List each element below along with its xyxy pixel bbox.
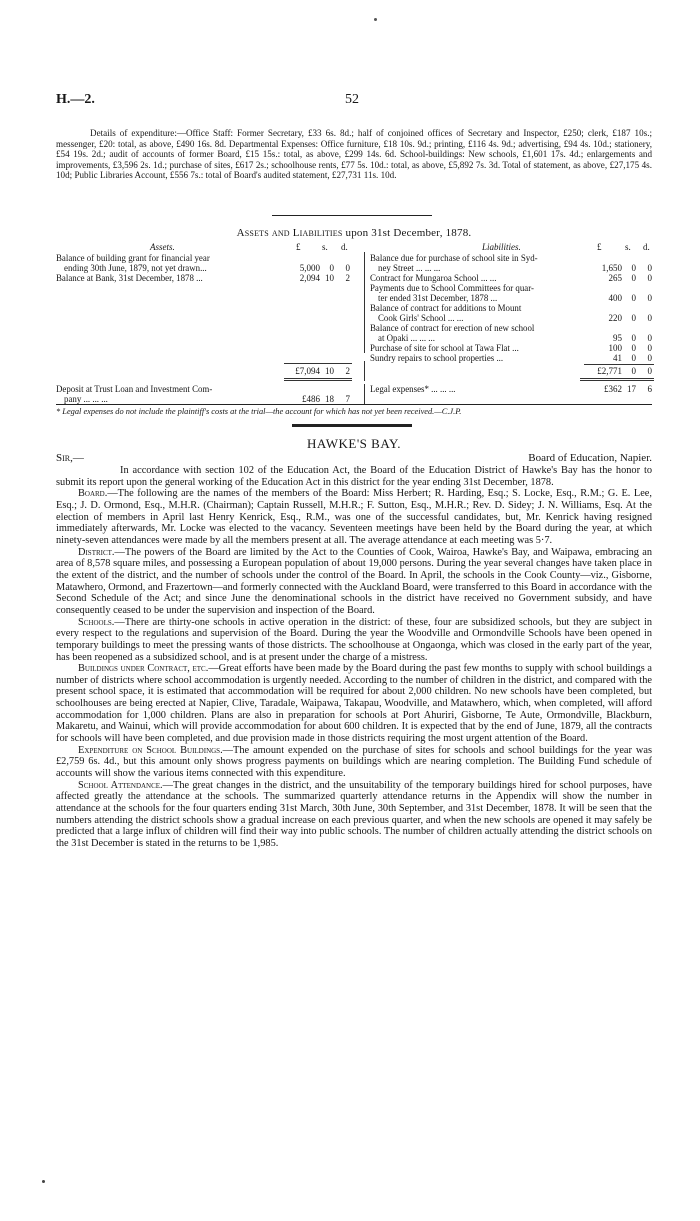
report-code: H.—2. [56, 92, 95, 107]
board-address: Board of Education, Napier. [528, 452, 652, 464]
liability-label: Balance of contract for erection of new school [370, 323, 535, 333]
liability-pounds: 265 [608, 273, 622, 283]
report-paragraph [56, 745, 652, 780]
page-header [56, 92, 648, 112]
asset-label: Balance of building grant for financial year [56, 253, 210, 263]
liab-pence-head: d. [643, 242, 650, 252]
liability-pence: 0 [647, 273, 652, 283]
asset-label: Balance at Bank, 31st December, 1878 ... [56, 273, 203, 283]
liability-pence: 0 [647, 333, 652, 343]
report-body [56, 465, 652, 850]
paragraph-text: In accordance with section 102 of the Education Act, the Board of the Education District of Hawke's Bay has the honor to submit its report upon the general working of the Education Act in this district for the year ending 31st December, 1878. [56, 465, 652, 488]
asset-pounds: 5,000 [299, 263, 320, 273]
assets-shilling-head: s. [322, 242, 328, 252]
asset-shillings: 10 [325, 273, 334, 283]
liability-shillings: 0 [631, 343, 636, 353]
legal-pence: 6 [647, 384, 652, 394]
paragraph-lead: Expenditure on School Buildings. [78, 744, 223, 756]
liability-label: Balance due for purchase of school site in Syd- [370, 253, 538, 263]
deposit-label: pany ... ... ... [64, 394, 108, 404]
asset-label: ending 30th June, 1879, not yet drawn... [64, 263, 207, 273]
salutation-text: Sir,— [56, 452, 84, 464]
liab-pound-head: £ [597, 242, 602, 252]
liability-shillings: 0 [631, 263, 636, 273]
liab-total-shillings: 0 [631, 366, 636, 376]
liability-shillings: 0 [631, 333, 636, 343]
assets-total-pence: 2 [345, 366, 350, 376]
liabilities-heading: Liabilities. [482, 242, 521, 252]
liab-shilling-head: s. [625, 242, 631, 252]
liab-total-pounds: £2,771 [597, 366, 622, 376]
report-paragraph [56, 465, 652, 488]
paragraph-lead: Schools. [78, 616, 115, 628]
paragraph-lead: Board. [78, 488, 108, 500]
paragraph-text: —The amount expended on the purchase of sites for schools and school buildings for the year was £2,759 6s. 4d., but this amount only shows progress payments on buildings which are nearing completion. The Building Fund schedule of accounts will show the various items connected with this expenditure. [56, 744, 652, 780]
liability-pounds: 100 [608, 343, 622, 353]
report-paragraph [56, 547, 652, 617]
asset-pounds: 2,094 [299, 273, 320, 283]
table-divider [364, 361, 365, 381]
paragraph-lead: Buildings under Contract, etc. [78, 663, 209, 675]
assets-pound-head: £ [296, 242, 301, 252]
paragraph-text: —There are thirty-one schools in active operation in the district: of these, four are subsidized schools, but they are subject in every respect to the regulations and supervision of the Board. During the year the Woodville and Ormondville Schools have been opened in temporary buildings to meet the pressing wants of those districts. The schoolhouse at Ongaonga, which was closed in the early part of the year, has been reopened as a subsidized school, and is at present under the charge of a mistress. [56, 616, 652, 663]
report-paragraph [56, 663, 652, 745]
liability-pence: 0 [647, 353, 652, 363]
liability-label: Contract for Mungaroa School ... ... [370, 273, 497, 283]
assets-total-rule [284, 378, 352, 381]
table-divider [364, 384, 365, 404]
table-divider [364, 252, 365, 353]
liability-label: Balance of contract for additions to Mount [370, 303, 522, 313]
assets-subtotal-rule [284, 363, 352, 364]
paragraph-lead: District. [78, 546, 115, 558]
footnote: * Legal expenses do not include the plaintiff's costs at the trial—the account for which has not yet been received.—C.J.P. [56, 407, 462, 416]
page-number: 52 [345, 92, 359, 107]
liability-shillings: 0 [631, 293, 636, 303]
liability-label: Sundry repairs to school properties ... [370, 353, 504, 363]
expenditure-details: Details of expenditure:—Office Staff: Former Secretary, £33 6s. 8d.; half of conjoined offices of Secretary and Inspector, £250; clerk, £187 10s.; messenger, £20: total, as above, £490 16s. 8d. Departmental Expenses: Office furniture, £18 10s. 9d.; printing, £116 4s. 9d.; advertising, £94 4s. 10d.; stationery, £54 19s. 2d.; audit of accounts of former Board, £15 15s.: total, as above, £299 14s. 6d. School-buildings: New schools, £1,601 17s. 4d.; enlargements and improvements, £3,596 2s. 1d.; purchase of sites, £617 2s.; schoolhouse rents, £77 5s. 10d.: total, as above, £5,892 7s. 3d. Total of statement, as above, £27,175 4s. 10d; Public Libraries Account, £556 7s.: total of Board's audited statement, £27,731 11s. 10d. [56, 128, 652, 181]
legal-shillings: 17 [627, 384, 636, 394]
liability-pounds: 1,650 [601, 263, 622, 273]
assets-title-caps: Assets and Liabilities [236, 227, 343, 239]
liability-pounds: 220 [608, 313, 622, 323]
assets-pence-head: d. [341, 242, 348, 252]
legal-pounds: £362 [604, 384, 622, 394]
section-rule [272, 215, 432, 216]
assets-total-pounds: £7,094 [295, 366, 320, 376]
report-paragraph [56, 780, 652, 850]
liab-total-rule [580, 378, 654, 381]
paragraph-lead: School Attendance. [78, 779, 163, 791]
assets-total-shillings: 10 [325, 366, 334, 376]
liability-label: Payments due to School Committees for quar- [370, 283, 534, 293]
liab-total-pence: 0 [647, 366, 652, 376]
paragraph-text: —Great efforts have been made by the Board during the past few months to supply with school buildings a number of districts where school accommodation is urgently needed. According to the number of children in the district, and compared with the present school space, it is estimated that accommodation will be required for about 2,000 children. No new schools have been completed, but schoolhouses are being erected at Napier, Clive, Taradale, Waipawa, Takapau, Woodville, and Matawhero, which, when completed, will afford accommodation for 1,000 children. Plans are also in preparation for schools at Port Ahuriri, Gisborne, Te Aute, Ormondville, Blackburn, Makaretu, and Wainui, which will provide accommodation for about 600 children. It is expected that by the end of June, 1879, all the contracts for schools will have been completed, and due provision made in those districts requiring the most urgent attention of the Board. [56, 663, 653, 745]
section-divider [292, 424, 412, 427]
report-paragraph [56, 617, 652, 664]
assets-liabilities-title [56, 227, 652, 239]
footnote-rule [56, 404, 652, 405]
assets-title-date: upon 31st December, 1878. [345, 227, 472, 239]
liability-pounds: 41 [613, 353, 622, 363]
assets-heading: Assets. [150, 242, 175, 252]
liability-pounds: 400 [608, 293, 622, 303]
legal-label: Legal expenses* ... ... ... [370, 384, 456, 394]
liability-label: Cook Girls' School ... ... [378, 313, 464, 323]
asset-pence: 0 [345, 263, 350, 273]
asset-pence: 2 [345, 273, 350, 283]
paragraph-text: —The great changes in the district, and the unsuitability of the temporary buildings hired for school purposes, have affected greatly the attendance at the schools. The summarized quarterly attendance returns in the Appendix will show the number in attendance at the schools for the four quarters ending 31st March, 30th June, 30th September, and 31st December, 1878. It will be seen that the numbers attending the district schools show a gradual increase on each previous quarter, and when the new schools are opened it may safely be predicted that a large influx of children will find their way into public schools. The number of children actually attending the district schools on the 31st December is stated in the returns to be 1,985. [56, 779, 652, 849]
deposit-pence: 7 [345, 394, 350, 404]
section-title: HAWKE'S BAY. [307, 436, 401, 451]
liability-pence: 0 [647, 263, 652, 273]
paragraph-text: —The following are the names of the members of the Board: Miss Herbert; R. Harding, Esq.; S. Locke, Esq., R.M.; G. E. Lee, Esq.; J. D. Ormond, Esq., M.H.R. (Chairman); Captain Russell, M.H.R.; F. Sutton, Esq., M.H.R.; Rev. D. Sidey; J. N. Williams, Esq. At the election of members in April last Henry Kenrick, Esq., R.M., was one of the successful candidates, but, Mr. Kenrick having resigned immediately afterwards, Mr. Locke was elected to the vacancy. Seventeen meetings have been held by the Board during the year, at which ninety-seven attendances were made by all the members present at all. The average attendance at each meeting was 5·7. [56, 488, 652, 546]
liability-shillings: 0 [631, 273, 636, 283]
salutation [56, 452, 84, 464]
paragraph-text: —The powers of the Board are limited by the Act to the Counties of Cook, Wairoa, Hawke's Bay, and Waipawa, embracing an area of 8,578 square miles, and possessing a European population of about 19,000 persons. During the year several changes have taken place in the extent of the district, and the number of schools under the control of the Board. In April, the schools in the Cook County—viz., Gisborne, Matawhero, Ormond, and Frazertown—and formerly connected with the Auckland Board, were transferred to this Board in accordance with the Second Schedule of the Act; and since June the denominational schools in the district have received no Government subsidy, and have consequently ceased to be under the supervision and inspection of the Board. [56, 546, 652, 616]
liab-subtotal-rule [584, 364, 654, 365]
liability-pence: 0 [647, 343, 652, 353]
deposit-label: Deposit at Trust Loan and Investment Com- [56, 384, 213, 394]
report-paragraph [56, 488, 652, 546]
liability-shillings: 0 [631, 353, 636, 363]
liability-shillings: 0 [631, 313, 636, 323]
liability-label: ney Street ... ... ... [378, 263, 441, 273]
liability-pence: 0 [647, 313, 652, 323]
speck-mark [374, 18, 377, 21]
liability-label: Purchase of site for school at Tawa Flat ... [370, 343, 519, 353]
liability-label: ter ended 31st December, 1878 ... [378, 293, 498, 303]
liability-pounds: 95 [613, 333, 622, 343]
liability-label: at Opaki ... ... ... [378, 333, 435, 343]
margin-mark [42, 1180, 45, 1183]
asset-shillings: 0 [329, 263, 334, 273]
deposit-shillings: 18 [325, 394, 334, 404]
deposit-pounds: £486 [302, 394, 320, 404]
liability-pence: 0 [647, 293, 652, 303]
